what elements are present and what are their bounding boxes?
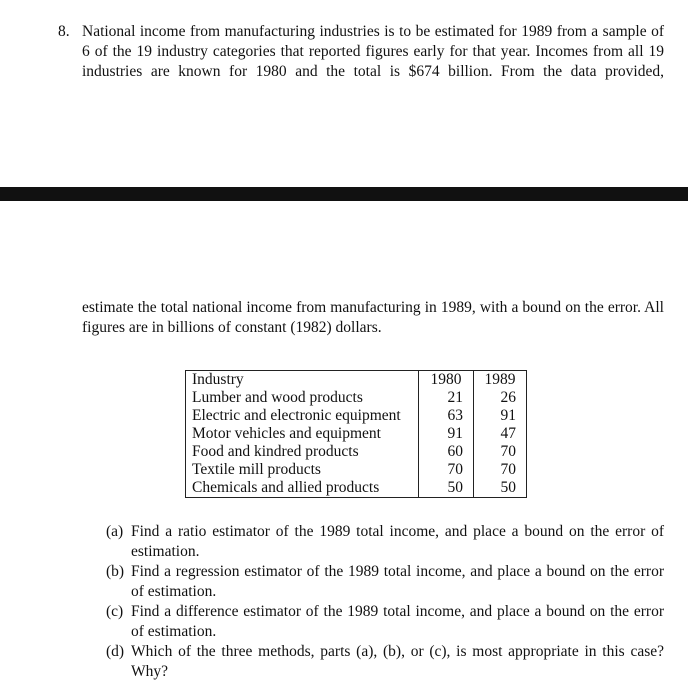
table-row bbox=[186, 461, 527, 479]
value-1980-cell: 63 bbox=[419, 407, 474, 425]
part-text: Which of the three methods, parts (a), (b), or (c), is most appropriate in this case? Why? bbox=[131, 643, 664, 680]
page-divider-bar bbox=[0, 187, 688, 201]
industry-cell: Motor vehicles and equipment bbox=[186, 425, 419, 443]
industry-cell: Chemicals and allied products bbox=[186, 479, 419, 498]
value-1980-cell: 21 bbox=[419, 389, 474, 407]
problem-number: 8. bbox=[58, 23, 70, 40]
header-1980: 1980 bbox=[419, 371, 474, 390]
value-1989-cell: 70 bbox=[474, 443, 527, 461]
question-part-a bbox=[106, 522, 664, 562]
value-1989-cell: 91 bbox=[474, 407, 527, 425]
value-1980-cell: 50 bbox=[419, 479, 474, 498]
header-industry: Industry bbox=[186, 371, 419, 390]
value-1980-cell: 70 bbox=[419, 461, 474, 479]
income-table bbox=[185, 370, 527, 498]
question-part-b bbox=[106, 562, 664, 602]
header-1989: 1989 bbox=[474, 371, 527, 390]
table-row bbox=[186, 479, 527, 498]
question-part-c bbox=[106, 602, 664, 642]
table-row bbox=[186, 443, 527, 461]
table-header-row bbox=[186, 371, 527, 390]
industry-cell: Electric and electronic equipment bbox=[186, 407, 419, 425]
table-row bbox=[186, 425, 527, 443]
part-text: Find a ratio estimator of the 1989 total income, and place a bound on the error of estimation. bbox=[131, 523, 664, 560]
industry-cell: Food and kindred products bbox=[186, 443, 419, 461]
value-1980-cell: 91 bbox=[419, 425, 474, 443]
problem-continuation: estimate the total national income from manufacturing in 1989, with a bound on the error. All figures are in billions of constant (1982) dollars. bbox=[82, 299, 664, 336]
industry-cell: Lumber and wood products bbox=[186, 389, 419, 407]
industry-cell: Textile mill products bbox=[186, 461, 419, 479]
value-1989-cell: 70 bbox=[474, 461, 527, 479]
part-label: (b) bbox=[106, 563, 125, 580]
question-parts bbox=[106, 522, 664, 682]
value-1989-cell: 47 bbox=[474, 425, 527, 443]
value-1980-cell: 60 bbox=[419, 443, 474, 461]
table-row bbox=[186, 407, 527, 425]
part-text: Find a difference estimator of the 1989 total income, and place a bound on the error of estimation. bbox=[131, 603, 664, 640]
part-label: (d) bbox=[106, 643, 125, 660]
problem-intro bbox=[58, 22, 664, 82]
value-1989-cell: 26 bbox=[474, 389, 527, 407]
part-label: (a) bbox=[106, 523, 124, 540]
question-part-d bbox=[106, 642, 664, 682]
table-row bbox=[186, 389, 527, 407]
value-1989-cell: 50 bbox=[474, 479, 527, 498]
part-label: (c) bbox=[106, 603, 124, 620]
problem-intro-text: National income from manufacturing industries is to be estimated for 1989 from a sample of 6 of the 19 industry categories that reported figures early for that year. Incomes from all 19 industries are known for 1980 and the total is $674 billion. From the data provided, bbox=[82, 23, 664, 80]
part-text: Find a regression estimator of the 1989 total income, and place a bound on the error of estimation. bbox=[131, 563, 664, 600]
